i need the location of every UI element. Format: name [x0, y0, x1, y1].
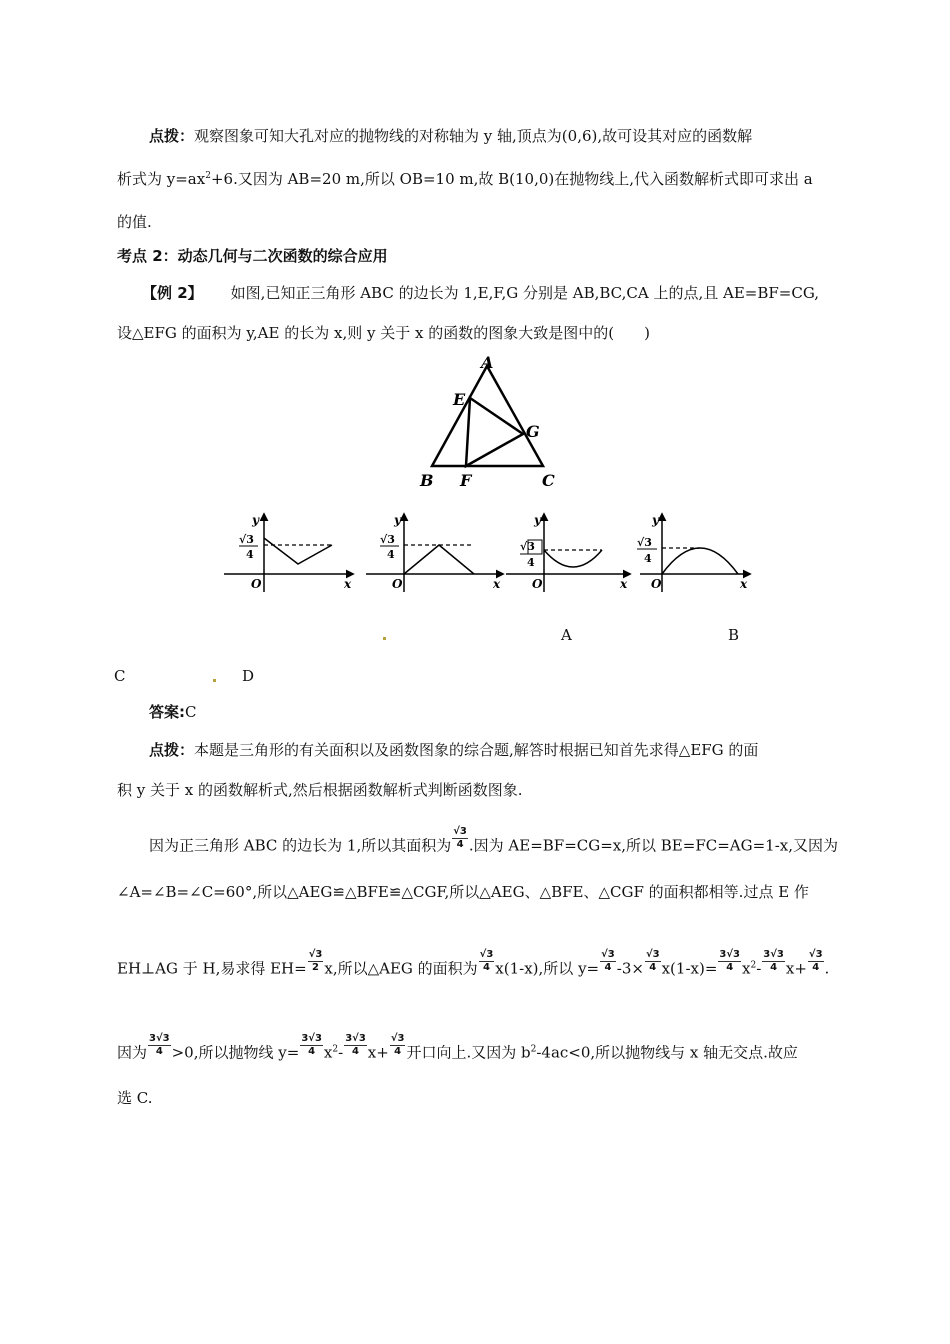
svg-text:y: y [534, 513, 541, 527]
graph-4 [637, 513, 750, 592]
fraction-sqrt3-over-4: $\frac{√3}{4}$ [390, 1033, 405, 1057]
svg-text:√3: √3 [239, 533, 254, 546]
fraction-3sqrt3-over-4: $\frac{3√3}{4}$ [345, 1033, 366, 1057]
svg-text:y: y [652, 513, 659, 527]
example2-line2: 设△EFG 的面积为 y,AE 的长为 x,则 y 关于 x 的函数的图象大致是图中的( ) [117, 324, 650, 342]
label-c: C [542, 471, 555, 490]
svg-text:4: 4 [246, 548, 254, 561]
label-a: A [481, 353, 494, 372]
hint2-line1: 点拨：本题是三角形的有关面积以及函数图象的综合题,解答时根据已知首先求得△EFG 的面 [149, 741, 759, 759]
svg-text:y: y [252, 513, 259, 527]
fraction-sqrt3-over-2: $\frac{√3}{2}$ [308, 949, 323, 973]
svg-text:4: 4 [644, 552, 652, 565]
label-f: F [460, 471, 472, 490]
svg-text:x: x [344, 577, 352, 591]
graph-2 [366, 513, 503, 592]
graph-1 [224, 513, 353, 592]
fraction-3sqrt3-over-4: $\frac{3√3}{4}$ [301, 1033, 322, 1057]
svg-text:O: O [651, 577, 662, 591]
fraction-3sqrt3-over-4: $\frac{3√3}{4}$ [149, 1033, 170, 1057]
hint1-line2: 析式为 $y=ax^2+6$.又因为 AB=20 m,所以 OB=10 m,故 B(10,0)在抛物线上,代入函数解析式即可求出 a [117, 170, 813, 188]
fraction-sqrt3-over-4: $\frac{√3}{4}$ [453, 826, 467, 850]
option-c-label: C [114, 667, 126, 685]
svg-text:√3: √3 [520, 540, 535, 553]
answer-label: 答案: [149, 703, 185, 721]
hint2-line2: 积 y 关于 x 的函数解析式,然后根据函数解析式判断函数图象. [117, 781, 523, 799]
marker-dot [383, 637, 386, 640]
fraction-sqrt3-over-4: $\frac{√3}{4}$ [645, 949, 660, 973]
svg-text:O: O [251, 577, 262, 591]
svg-text:√3: √3 [637, 536, 652, 549]
label-b: B [420, 471, 434, 490]
option-d-label: D [242, 667, 255, 685]
fraction-3sqrt3-over-4: $\frac{3√3}{4}$ [763, 949, 784, 973]
fraction-sqrt3-over-4: $\frac{√3}{4}$ [808, 949, 823, 973]
svg-text:O: O [392, 577, 403, 591]
hint1-line1: 点拨：观察图象可知大孔对应的抛物线的对称轴为 y 轴,顶点为(0,6),故可设其对应的函数解 [149, 127, 753, 145]
svg-text:x: x [740, 577, 748, 591]
example2-line1: 【例 2】 如图,已知正三角形 ABC 的边长为 1,E,F,G 分别是 AB,BC,CA 上的点,且 AE=BF=CG, [142, 284, 820, 302]
fraction-3sqrt3-over-4: $\frac{3√3}{4}$ [719, 949, 740, 973]
triangle-abc [432, 366, 543, 466]
option-a-label: A [561, 626, 572, 644]
label-g: G [526, 422, 540, 441]
fraction-sqrt3-over-4: $\frac{√3}{4}$ [479, 949, 494, 973]
option-b-label: B [728, 626, 740, 644]
expl-line1: 因为正三角形 ABC 的边长为 1,所以其面积为 $\frac{√3}{4}$ .因为 AE=BF=CG=x,所以 BE=FC=AG=1-x,又因为 [149, 826, 839, 855]
expl-line5: 选 C. [117, 1089, 153, 1107]
answer-line [149, 702, 196, 722]
graph-3 [506, 513, 630, 592]
svg-text:y: y [394, 513, 401, 527]
option-graphs [218, 508, 763, 598]
svg-text:√3: √3 [380, 533, 395, 546]
answer-value: C [185, 703, 197, 721]
label-e: E [453, 390, 466, 409]
svg-text:x: x [493, 577, 501, 591]
svg-text:x: x [620, 577, 628, 591]
marker-dot [213, 679, 216, 682]
expl-line3: EH⊥AG 于 H,易求得 EH= $\frac{√3}{2}$ x,所以△AEG 的面积为 $\frac{√3}{4}$ x(1-x),所以 y= $\frac{√3}{4}$ -3× $\frac{√3}{4}$ x(1-x)= $\frac{3√3}{4}$ $x^2-$ $\frac{3√3}{4}$ x+ $\frac{√3}{4}$ . [117, 949, 830, 978]
hint2-label: 点拨： [149, 741, 195, 759]
section2-title: 考点 2：动态几何与二次函数的综合应用 [117, 247, 388, 265]
example2-label: 【例 2】 [142, 284, 203, 302]
triangle-efg [466, 398, 523, 466]
expl-line2: ∠A=∠B=∠C=60°,所以△AEG≌△BFE≌△CGF,所以△AEG、△BFE、△CGF 的面积都相等.过点 E 作 [117, 883, 809, 901]
svg-text:4: 4 [527, 556, 535, 569]
triangle-figure [410, 350, 570, 495]
svg-text:4: 4 [387, 548, 395, 561]
hint1-line3: 的值. [117, 213, 152, 231]
fraction-sqrt3-over-4: $\frac{√3}{4}$ [601, 949, 615, 973]
svg-text:O: O [532, 577, 543, 591]
hint1-label: 点拨： [149, 127, 195, 145]
expl-line4: 因为 $\frac{3√3}{4}$ >0,所以抛物线 y= $\frac{3√3}{4}$ $x^2-$ $\frac{3√3}{4}$ x+ $\frac{√3}{4}$ 开口向上.又因为 $b^2-4ac<0$,所以抛物线与 x 轴无交点.故应 [117, 1033, 798, 1062]
